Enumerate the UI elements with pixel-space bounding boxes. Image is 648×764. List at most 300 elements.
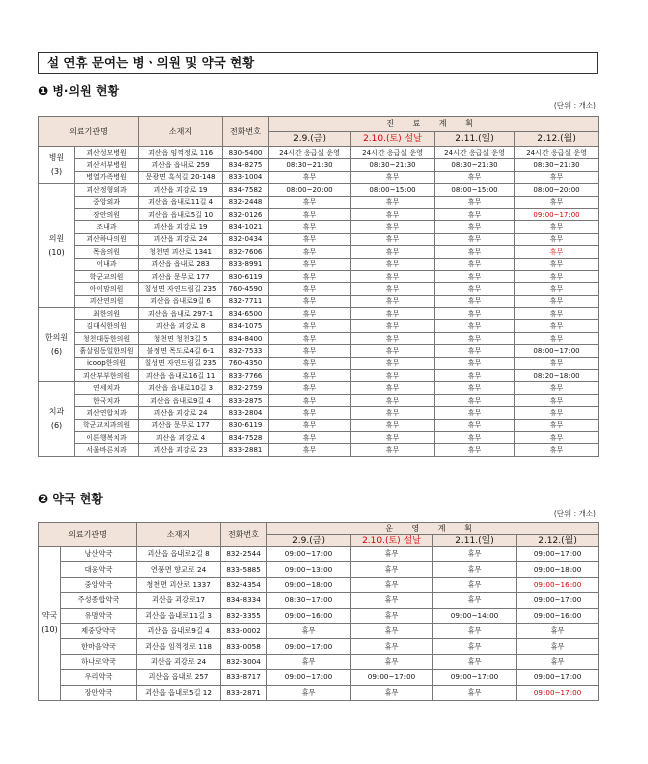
- table-row: [39, 345, 599, 357]
- section-title-pharmacies: ❷ 약국 현황: [38, 492, 103, 506]
- facility-address: 칠성면 자연드림길 235: [139, 357, 223, 369]
- facility-address: 괴산읍 괴강로 24: [139, 407, 223, 419]
- facility-address: 괴산읍 읍내로5길 10: [139, 208, 223, 220]
- facility-name: 괴산연합치과: [75, 407, 139, 419]
- schedule-cell: 휴무: [515, 196, 599, 208]
- table-row: [39, 562, 599, 577]
- schedule-cell: 휴무: [435, 270, 515, 282]
- facility-phone: 833-2881: [223, 444, 269, 456]
- schedule-cell: 09:00~14:00: [433, 608, 517, 623]
- facility-phone: 760-4590: [223, 283, 269, 295]
- table-row: [39, 159, 599, 171]
- clinics-table: [38, 116, 599, 457]
- pharmacies-table: [38, 522, 599, 701]
- facility-address: 괴산읍 읍내로9길 4: [139, 394, 223, 406]
- schedule-cell: 휴무: [267, 685, 351, 700]
- facility-address: 괴산읍 괴강로17: [137, 593, 221, 608]
- facility-phone: 834-8400: [223, 332, 269, 344]
- facility-name: 중앙약국: [61, 577, 137, 592]
- table-row: [39, 654, 599, 669]
- facility-address: 괴산읍 읍내로11길 4: [139, 196, 223, 208]
- table-row: [39, 221, 599, 233]
- header-date-3: 2.11.(일): [433, 535, 517, 547]
- facility-name: icoop한의원: [75, 357, 139, 369]
- schedule-cell: 09:00~17:00: [267, 547, 351, 562]
- header-date-2: 2.10.(토) 설날: [351, 535, 433, 547]
- facility-name: 서울바른치과: [75, 444, 139, 456]
- facility-phone: 832-3355: [221, 608, 267, 623]
- header-plan: 진 료 계 획: [269, 117, 599, 132]
- facility-name: 하나로약국: [61, 654, 137, 669]
- facility-name: 주성종합약국: [61, 593, 137, 608]
- facility-name: 목음의원: [75, 246, 139, 258]
- header-date-3: 2.11.(일): [435, 132, 515, 147]
- facility-address: 괴산읍 문무로 177: [139, 419, 223, 431]
- schedule-cell: 08:30~17:00: [267, 593, 351, 608]
- facility-phone: 832-7533: [223, 345, 269, 357]
- schedule-cell: 휴무: [351, 370, 435, 382]
- header-date-4: 2.12.(월): [515, 132, 599, 147]
- schedule-cell: 08:00~20:00: [269, 184, 351, 196]
- facility-address: 괴산읍 임꺽정로 118: [137, 639, 221, 654]
- facility-address: 괴산읍 괴강로 8: [139, 320, 223, 332]
- facility-address: 괴산읍 읍내로11길 3: [137, 608, 221, 623]
- header-address: 소재지: [137, 523, 221, 547]
- table-row: [39, 283, 599, 295]
- facility-address: 문광면 흑석길 20-148: [139, 171, 223, 183]
- schedule-cell: 24시간 응급실 운영: [435, 147, 515, 159]
- header-date-4: 2.12.(월): [517, 535, 599, 547]
- unit-label-pharmacies: (단위 : 개소): [553, 509, 596, 518]
- facility-name: 괴산정형외과: [75, 184, 139, 196]
- facility-address: 괴산읍 괴강로 24: [137, 654, 221, 669]
- schedule-cell: 휴무: [435, 394, 515, 406]
- header-date-2: 2.10.(토) 설날: [351, 132, 435, 147]
- table-row: [39, 623, 599, 638]
- schedule-cell: 휴무: [351, 332, 435, 344]
- facility-phone: 832-2759: [223, 382, 269, 394]
- schedule-cell: 휴무: [269, 345, 351, 357]
- facility-phone: 832-2544: [221, 547, 267, 562]
- category-label: 약국 (10): [39, 547, 61, 701]
- schedule-cell: 휴무: [351, 444, 435, 456]
- facility-address: 연풍면 향교로 24: [137, 562, 221, 577]
- schedule-cell: 휴무: [433, 562, 517, 577]
- facility-phone: 830-6119: [223, 419, 269, 431]
- table-row: [39, 419, 599, 431]
- facility-name: 괴산하나의원: [75, 233, 139, 245]
- facility-name: 김대식한의원: [75, 320, 139, 332]
- schedule-cell: 휴무: [435, 283, 515, 295]
- table-row: [39, 320, 599, 332]
- schedule-cell: 09:00~18:00: [517, 562, 599, 577]
- facility-name: 흙살림동일한의원: [75, 345, 139, 357]
- header-date-1: 2.9.(금): [269, 132, 351, 147]
- facility-phone: 832-7711: [223, 295, 269, 307]
- schedule-cell: 휴무: [433, 547, 517, 562]
- schedule-cell: 휴무: [515, 270, 599, 282]
- table-row: [39, 370, 599, 382]
- schedule-cell: 휴무: [515, 382, 599, 394]
- schedule-cell: 휴무: [351, 608, 433, 623]
- schedule-cell: 휴무: [351, 654, 433, 669]
- facility-phone: 832-3004: [221, 654, 267, 669]
- schedule-cell: 08:00~20:00: [515, 184, 599, 196]
- schedule-cell: 09:00~16:00: [517, 608, 599, 623]
- header-org: 의료기관명: [39, 523, 137, 547]
- schedule-cell: 휴무: [269, 221, 351, 233]
- schedule-cell: 휴무: [351, 171, 435, 183]
- facility-address: 괴산읍 읍내로2길 8: [137, 547, 221, 562]
- schedule-cell: 휴무: [269, 320, 351, 332]
- header-phone: 전화번호: [221, 523, 267, 547]
- schedule-cell: 08:30~21:30: [269, 159, 351, 171]
- schedule-cell: 휴무: [435, 208, 515, 220]
- facility-name: 유명약국: [61, 608, 137, 623]
- schedule-cell: 휴무: [269, 208, 351, 220]
- facility-name: 괴산성모병원: [75, 147, 139, 159]
- facility-name: 낭산약국: [61, 547, 137, 562]
- schedule-cell: 휴무: [351, 270, 435, 282]
- table-row: [39, 233, 599, 245]
- category-label: 치과 (6): [39, 382, 75, 456]
- schedule-cell: 휴무: [435, 171, 515, 183]
- schedule-cell: 휴무: [515, 246, 599, 258]
- schedule-cell: 휴무: [435, 246, 515, 258]
- table-row: [39, 147, 599, 159]
- schedule-cell: 휴무: [269, 196, 351, 208]
- schedule-cell: 09:00~17:00: [267, 639, 351, 654]
- facility-phone: 832-0126: [223, 208, 269, 220]
- table-row: [39, 431, 599, 443]
- facility-phone: 834-7582: [223, 184, 269, 196]
- schedule-cell: 휴무: [435, 295, 515, 307]
- schedule-cell: 휴무: [351, 196, 435, 208]
- facility-phone: 832-2448: [223, 196, 269, 208]
- schedule-cell: 휴무: [515, 407, 599, 419]
- schedule-cell: 휴무: [433, 593, 517, 608]
- schedule-cell: 휴무: [515, 295, 599, 307]
- facility-address: 괴산읍 괴강로 23: [139, 444, 223, 456]
- facility-phone: 830-5400: [223, 147, 269, 159]
- schedule-cell: 휴무: [269, 394, 351, 406]
- schedule-cell: 휴무: [351, 623, 433, 638]
- schedule-cell: 09:00~16:00: [267, 608, 351, 623]
- schedule-cell: 09:00~17:00: [515, 208, 599, 220]
- schedule-cell: 08:00~15:00: [435, 184, 515, 196]
- schedule-cell: 휴무: [267, 654, 351, 669]
- schedule-cell: 08:30~21:30: [435, 159, 515, 171]
- schedule-cell: 휴무: [269, 171, 351, 183]
- schedule-cell: 휴무: [269, 283, 351, 295]
- schedule-cell: 휴무: [435, 357, 515, 369]
- header-address: 소재지: [139, 117, 223, 147]
- facility-address: 불정면 목도로4길 6-1: [139, 345, 223, 357]
- schedule-cell: 휴무: [351, 258, 435, 270]
- facility-address: 괴산읍 읍내로 297-1: [139, 308, 223, 320]
- schedule-cell: 09:00~17:00: [517, 593, 599, 608]
- schedule-cell: 휴무: [351, 295, 435, 307]
- facility-phone: 834-8275: [223, 159, 269, 171]
- schedule-cell: 휴무: [269, 258, 351, 270]
- schedule-cell: 휴무: [433, 623, 517, 638]
- schedule-cell: 08:20~18:00: [515, 370, 599, 382]
- header-phone: 전화번호: [223, 117, 269, 147]
- schedule-cell: 휴무: [515, 283, 599, 295]
- facility-name: 중앙외과: [75, 196, 139, 208]
- schedule-cell: 08:00~15:00: [351, 184, 435, 196]
- schedule-cell: 휴무: [351, 382, 435, 394]
- schedule-cell: 휴무: [515, 444, 599, 456]
- category-label: 한의원 (6): [39, 308, 75, 382]
- table-row: [39, 577, 599, 592]
- schedule-cell: 휴무: [351, 547, 433, 562]
- facility-name: 최한의원: [75, 308, 139, 320]
- facility-address: 괴산읍 읍내로5길 12: [137, 685, 221, 700]
- table-row: [39, 171, 599, 183]
- facility-address: 괴산읍 읍내로9길 4: [137, 623, 221, 638]
- facility-address: 괴산읍 읍내로 259: [139, 159, 223, 171]
- table-row: [39, 184, 599, 196]
- facility-name: 이튼행복치과: [75, 431, 139, 443]
- facility-address: 괴산읍 읍내로 257: [137, 670, 221, 685]
- schedule-cell: 휴무: [435, 258, 515, 270]
- facility-name: 제중당약국: [61, 623, 137, 638]
- schedule-cell: 휴무: [515, 171, 599, 183]
- schedule-cell: 휴무: [351, 431, 435, 443]
- schedule-cell: 휴무: [351, 283, 435, 295]
- schedule-cell: 휴무: [269, 332, 351, 344]
- schedule-cell: 08:00~17:00: [515, 345, 599, 357]
- facility-address: 괴산읍 괴강로 19: [139, 221, 223, 233]
- schedule-cell: 휴무: [269, 295, 351, 307]
- table-row: [39, 547, 599, 562]
- schedule-cell: 09:00~16:00: [517, 577, 599, 592]
- schedule-cell: 휴무: [435, 345, 515, 357]
- header-org: 의료기관명: [39, 117, 139, 147]
- schedule-cell: 휴무: [267, 623, 351, 638]
- schedule-cell: 휴무: [433, 654, 517, 669]
- facility-address: 괴산읍 읍내로16길 11: [139, 370, 223, 382]
- facility-address: 괴산읍 읍내로 283: [139, 258, 223, 270]
- table-row: [39, 258, 599, 270]
- facility-phone: 833-2875: [223, 394, 269, 406]
- table-row: [39, 196, 599, 208]
- schedule-cell: 휴무: [515, 221, 599, 233]
- schedule-cell: 휴무: [515, 394, 599, 406]
- facility-name: 청천대동한의원: [75, 332, 139, 344]
- schedule-cell: 휴무: [351, 639, 433, 654]
- facility-phone: 834-7528: [223, 431, 269, 443]
- table-row: [39, 593, 599, 608]
- schedule-cell: 휴무: [351, 208, 435, 220]
- facility-name: 괴산연의원: [75, 295, 139, 307]
- table-row: [39, 639, 599, 654]
- schedule-cell: 휴무: [351, 407, 435, 419]
- schedule-cell: 휴무: [351, 577, 433, 592]
- schedule-cell: 휴무: [351, 320, 435, 332]
- schedule-cell: 휴무: [435, 419, 515, 431]
- schedule-cell: 24시간 응급실 운영: [351, 147, 435, 159]
- table-row: [39, 444, 599, 456]
- schedule-cell: 휴무: [515, 332, 599, 344]
- facility-name: 장안의원: [75, 208, 139, 220]
- schedule-cell: 휴무: [435, 370, 515, 382]
- facility-name: 병열가족병원: [75, 171, 139, 183]
- schedule-cell: 휴무: [269, 233, 351, 245]
- schedule-cell: 휴무: [435, 320, 515, 332]
- schedule-cell: 08:30~21:30: [351, 159, 435, 171]
- unit-label-clinics: (단위 : 개소): [553, 101, 596, 110]
- schedule-cell: 휴무: [351, 394, 435, 406]
- schedule-cell: 휴무: [433, 577, 517, 592]
- facility-phone: 760-4350: [223, 357, 269, 369]
- facility-phone: 833-0058: [221, 639, 267, 654]
- schedule-cell: 09:00~13:00: [267, 562, 351, 577]
- table-row: [39, 382, 599, 394]
- schedule-cell: 09:00~17:00: [433, 670, 517, 685]
- facility-address: 청천면 청천3길 5: [139, 332, 223, 344]
- facility-address: 괴산읍 임꺽정로 116: [139, 147, 223, 159]
- facility-phone: 833-2871: [221, 685, 267, 700]
- schedule-cell: 휴무: [517, 623, 599, 638]
- schedule-cell: 09:00~17:00: [517, 685, 599, 700]
- schedule-cell: 휴무: [515, 431, 599, 443]
- facility-phone: 833-1004: [223, 171, 269, 183]
- schedule-cell: 휴무: [351, 562, 433, 577]
- schedule-cell: 휴무: [517, 639, 599, 654]
- facility-name: 장안약국: [61, 685, 137, 700]
- table-row: [39, 670, 599, 685]
- facility-address: 괴산읍 읍내로10길 3: [139, 382, 223, 394]
- facility-address: 괴산읍 문무로 177: [139, 270, 223, 282]
- table-row: [39, 208, 599, 220]
- schedule-cell: 휴무: [515, 357, 599, 369]
- facility-phone: 834-8334: [221, 593, 267, 608]
- facility-phone: 832-7606: [223, 246, 269, 258]
- schedule-cell: 휴무: [435, 444, 515, 456]
- schedule-cell: 09:00~17:00: [267, 670, 351, 685]
- schedule-cell: 휴무: [435, 332, 515, 344]
- schedule-cell: 휴무: [351, 419, 435, 431]
- facility-name: 대웅약국: [61, 562, 137, 577]
- facility-address: 괴산읍 괴강로 19: [139, 184, 223, 196]
- header-date-1: 2.9.(금): [267, 535, 351, 547]
- schedule-cell: 휴무: [435, 196, 515, 208]
- page-title: 설 연휴 문여는 병ㆍ의원 및 약국 현황: [38, 52, 598, 74]
- facility-name: 우리약국: [61, 670, 137, 685]
- facility-name: 한국치과: [75, 394, 139, 406]
- facility-phone: 834-1021: [223, 221, 269, 233]
- facility-name: 괴산부부한의원: [75, 370, 139, 382]
- facility-phone: 833-7766: [223, 370, 269, 382]
- table-row: [39, 246, 599, 258]
- schedule-cell: 09:00~17:00: [517, 670, 599, 685]
- category-label: 병원 (3): [39, 147, 75, 184]
- facility-phone: 834-1075: [223, 320, 269, 332]
- facility-name: 학군교치과의원: [75, 419, 139, 431]
- schedule-cell: 08:30~21:30: [515, 159, 599, 171]
- schedule-cell: 휴무: [515, 258, 599, 270]
- schedule-cell: 휴무: [269, 382, 351, 394]
- facility-phone: 833-8717: [221, 670, 267, 685]
- schedule-cell: 휴무: [269, 246, 351, 258]
- facility-phone: 833-8991: [223, 258, 269, 270]
- schedule-cell: 휴무: [435, 431, 515, 443]
- schedule-cell: 휴무: [515, 419, 599, 431]
- schedule-cell: 휴무: [515, 320, 599, 332]
- table-row: [39, 407, 599, 419]
- schedule-cell: 휴무: [269, 419, 351, 431]
- facility-name: 연세치과: [75, 382, 139, 394]
- header-plan: 운 영 계 획: [267, 523, 599, 535]
- schedule-cell: 휴무: [351, 357, 435, 369]
- schedule-cell: 휴무: [435, 407, 515, 419]
- facility-name: 아이맘의원: [75, 283, 139, 295]
- schedule-cell: 09:00~17:00: [351, 670, 433, 685]
- schedule-cell: 휴무: [351, 593, 433, 608]
- facility-name: 학군교의원: [75, 270, 139, 282]
- table-row: [39, 685, 599, 700]
- schedule-cell: 휴무: [433, 639, 517, 654]
- schedule-cell: 휴무: [269, 444, 351, 456]
- schedule-cell: 24시간 응급실 운영: [269, 147, 351, 159]
- category-label: 의원 (10): [39, 184, 75, 308]
- schedule-cell: 휴무: [351, 308, 435, 320]
- schedule-cell: 휴무: [269, 431, 351, 443]
- schedule-cell: 휴무: [269, 370, 351, 382]
- schedule-cell: 휴무: [351, 233, 435, 245]
- facility-name: 한마음약국: [61, 639, 137, 654]
- schedule-cell: 휴무: [269, 270, 351, 282]
- table-row: [39, 394, 599, 406]
- schedule-cell: 휴무: [269, 308, 351, 320]
- table-row: [39, 357, 599, 369]
- facility-name: 조내과: [75, 221, 139, 233]
- table-row: [39, 308, 599, 320]
- table-row: [39, 295, 599, 307]
- schedule-cell: 휴무: [435, 221, 515, 233]
- facility-phone: 832-4354: [221, 577, 267, 592]
- facility-address: 괴산읍 읍내로9길 6: [139, 295, 223, 307]
- schedule-cell: 휴무: [435, 382, 515, 394]
- facility-phone: 832-0434: [223, 233, 269, 245]
- schedule-cell: 09:00~18:00: [267, 577, 351, 592]
- schedule-cell: 휴무: [433, 685, 517, 700]
- facility-name: 괴산서부병원: [75, 159, 139, 171]
- facility-address: 괴산읍 괴강로 4: [139, 431, 223, 443]
- schedule-cell: 휴무: [515, 233, 599, 245]
- facility-address: 괴산읍 괴강로 24: [139, 233, 223, 245]
- facility-phone: 833-2804: [223, 407, 269, 419]
- facility-address: 청천면 괴산로 1337: [137, 577, 221, 592]
- schedule-cell: 휴무: [435, 308, 515, 320]
- schedule-cell: 휴무: [269, 357, 351, 369]
- facility-name: 이내과: [75, 258, 139, 270]
- table-row: [39, 270, 599, 282]
- facility-phone: 833-5885: [221, 562, 267, 577]
- facility-address: 칠성면 자연드림길 235: [139, 283, 223, 295]
- facility-phone: 833-0002: [221, 623, 267, 638]
- schedule-cell: 휴무: [351, 345, 435, 357]
- facility-phone: 830-6119: [223, 270, 269, 282]
- schedule-cell: 휴무: [515, 308, 599, 320]
- schedule-cell: 휴무: [269, 407, 351, 419]
- table-row: [39, 608, 599, 623]
- schedule-cell: 휴무: [435, 233, 515, 245]
- schedule-cell: 휴무: [517, 654, 599, 669]
- section-title-clinics: ❶ 병·의원 현황: [38, 84, 120, 98]
